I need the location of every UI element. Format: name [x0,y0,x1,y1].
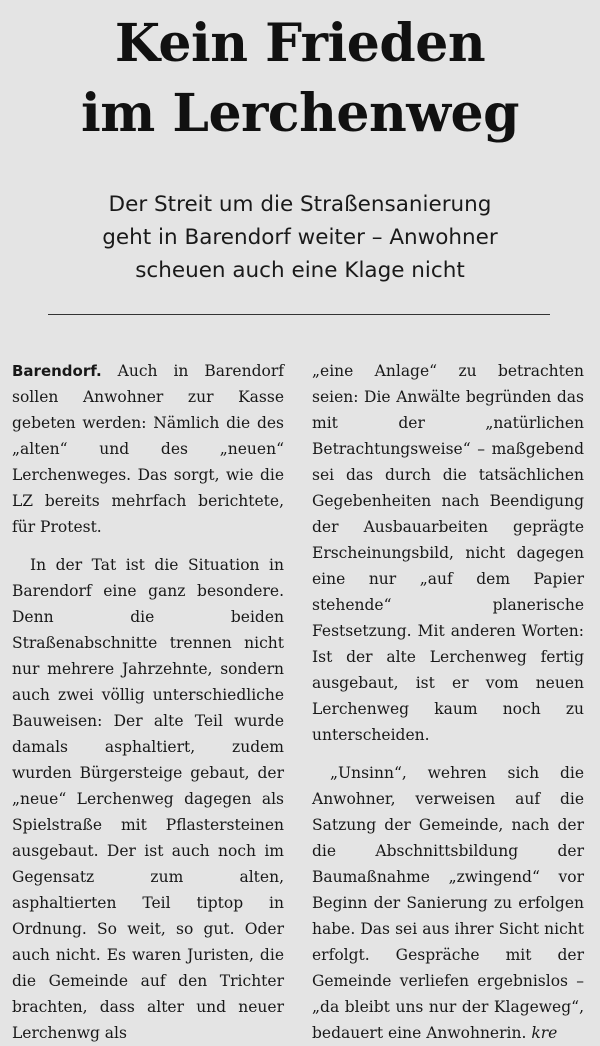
subheadline [40,188,560,287]
headline-line-1: Kein Frieden [114,13,486,74]
subheadline-line-2: geht in Barendorf weiter – Anwohner [102,225,498,250]
subheadline-line-1: Der Streit um die Straßensanierung [108,192,492,217]
paragraph-text: Auch in Barendorf sollen Anwohner zur Kasse gebeten werden: Nämlich die des „alten“ und des „neuen“ Lerchenweges. Das sorgt, wie die LZ bereits mehrfach berichtete, für Protest. [12,362,284,536]
dateline: Barendorf. [12,362,102,380]
article-paragraph [312,760,584,1046]
headline-divider [48,314,550,315]
article-column-left [12,358,284,1046]
article-paragraph: „eine Anlage“ zu betrachten seien: Die Anwälte begründen das mit der „natürlichen Betrachtungsweise“ – maßgebend sei das durch die tatsächlichen Gegebenheiten nach Beendigung der Ausbauarbeiten geprägte Erscheinungsbild, nicht dagegen eine nur „auf dem Papier stehende“ planerische Festsetzung. Mit anderen Worten: Ist der alte Lerchenweg fertig ausgebaut, ist er vom neuen Lerchenweg kaum noch zu unterscheiden. [312,362,584,744]
headline-line-2: im Lerchenweg [81,83,519,144]
subheadline-line-3: scheuen auch eine Klage nicht [135,258,465,283]
article-column-right [312,358,584,1046]
article-paragraph [12,358,284,540]
article-paragraph: In der Tat ist die Situation in Barendorf eine ganz besondere. Denn die beiden Straßenabschnitte trennen nicht nur mehrere Jahrzehnte, sondern auch zwei völlig unterschiedliche Bauweisen: Der alte Teil wurde damals asphaltiert, zudem wurden Bürgersteige gebaut, der „neue“ Lerchenweg dagegen als Spielstraße mit Pflastersteinen ausgebaut. Der ist auch noch im Gegensatz zum alten, asphaltierten Teil tiptop in Ordnung. So weit, so gut. Oder auch nicht. Es waren Juristen, die die Gemeinde auf den Trichter brachten, dass alter und neuer Lerchenwg als [12,556,284,1042]
paragraph-text: „Unsinn“, wehren sich die Anwohner, verweisen auf die Satzung der Gemeinde, nach der die Abschnittsbildung der Baumaßnahme „zwingend“ vor Beginn der Sanierung zu erfolgen habe. Das sei aus ihrer Sicht nicht erfolgt. Gespräche mit der Gemeinde verliefen ergebnislos – „da bleibt uns nur der Klageweg“, bedauert eine Anwohnerin. [312,764,584,1042]
author-signature: kre [531,1024,558,1042]
